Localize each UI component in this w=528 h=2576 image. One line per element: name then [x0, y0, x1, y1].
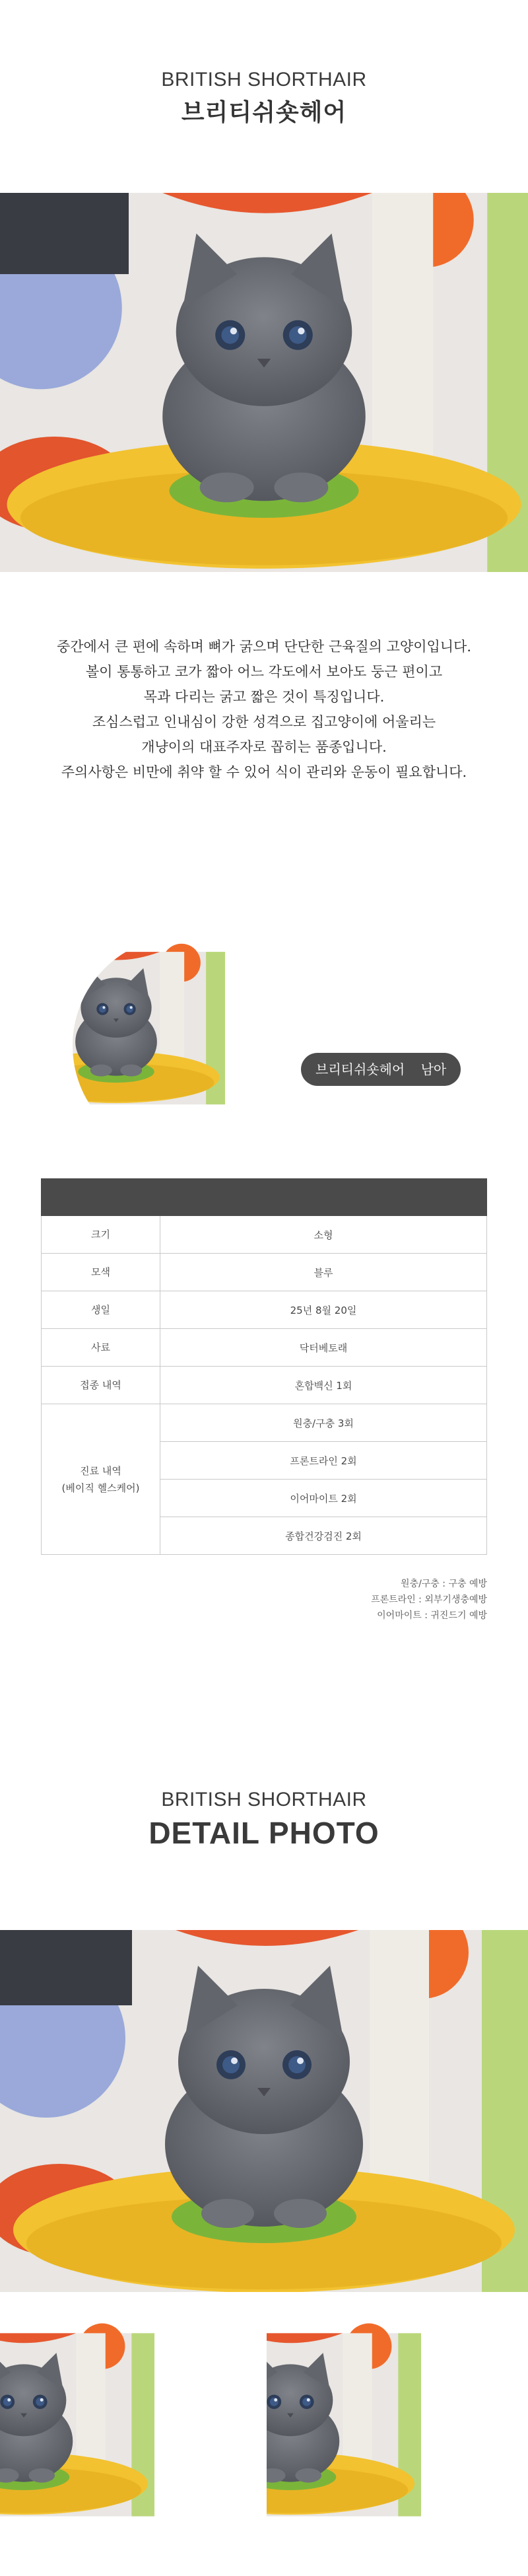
note-line: 이어마이트 : 귀진드기 예방 [377, 1610, 487, 1621]
table-row-medical [42, 1404, 487, 1442]
row-label: 생일 [42, 1291, 160, 1329]
badge-sex: 남아 [420, 1061, 447, 1077]
badge-breed: 브리티쉬숏헤어 [315, 1061, 405, 1077]
table-row [42, 1329, 487, 1367]
description-line: 목과 다리는 굵고 짧은 것이 특징입니다. [143, 689, 385, 705]
pet-info-table [41, 1178, 487, 1555]
detail-photo-large [0, 1930, 528, 2292]
table-row [42, 1291, 487, 1329]
medical-label-line: 진료 내역 [80, 1464, 121, 1477]
profile-photo [73, 937, 290, 1155]
description-line: 중간에서 큰 편에 속하며 뼈가 굵으며 단단한 근육질의 고양이입니다. [56, 639, 472, 655]
breed-description [0, 634, 528, 785]
breed-sex-badge [301, 1053, 461, 1086]
medical-item: 프론트라인 2회 [160, 1442, 487, 1480]
header-english-title: BRITISH SHORTHAIR [161, 1789, 367, 1810]
detail-photo-right [267, 2297, 528, 2576]
table-header-cell [160, 1179, 487, 1216]
row-label: 사료 [42, 1329, 160, 1367]
detail-photo-left [0, 2297, 261, 2576]
row-label: 크기 [42, 1216, 160, 1254]
medical-item: 이어마이트 2회 [160, 1480, 487, 1517]
description-line: 조심스럽고 인내심이 강한 성격으로 집고양이에 어울리는 [92, 714, 436, 730]
table-header-row [42, 1179, 487, 1216]
header-detail-title: DETAIL PHOTO [148, 1816, 380, 1850]
note-line: 프론트라인 : 외부기생충예방 [371, 1594, 487, 1605]
medical-label-line: (베이직 헬스케어) [61, 1482, 140, 1494]
note-line: 원충/구충 : 구충 예방 [401, 1579, 487, 1589]
table-row [42, 1216, 487, 1254]
medical-notes [371, 1576, 487, 1624]
row-value: 닥터베토래 [160, 1329, 487, 1367]
description-line: 볼이 통통하고 코가 짧아 어느 각도에서 보아도 둥근 편이고 [85, 664, 443, 680]
table-header-cell [42, 1179, 160, 1216]
description-line: 개냥이의 대표주자로 꼽히는 품종입니다. [141, 739, 387, 755]
header-korean-title: 브리티쉬숏헤어 [181, 99, 347, 126]
section-header-breed [0, 69, 528, 127]
header-english-title: BRITISH SHORTHAIR [161, 69, 367, 90]
row-label: 모색 [42, 1254, 160, 1291]
medical-label [42, 1404, 160, 1555]
row-value: 소형 [160, 1216, 487, 1254]
medical-item: 종합건강검진 2회 [160, 1517, 487, 1555]
section-header-detail [0, 1789, 528, 1851]
row-value: 블루 [160, 1254, 487, 1291]
row-value: 25년 8월 20일 [160, 1291, 487, 1329]
table-row [42, 1367, 487, 1404]
description-line: 주의사항은 비만에 취약 할 수 있어 식이 관리와 운동이 필요합니다. [61, 764, 467, 780]
main-kitten-photo [0, 193, 528, 572]
medical-item: 원충/구충 3회 [160, 1404, 487, 1442]
row-value: 혼합백신 1회 [160, 1367, 487, 1404]
table-row [42, 1254, 487, 1291]
row-label: 접종 내역 [42, 1367, 160, 1404]
